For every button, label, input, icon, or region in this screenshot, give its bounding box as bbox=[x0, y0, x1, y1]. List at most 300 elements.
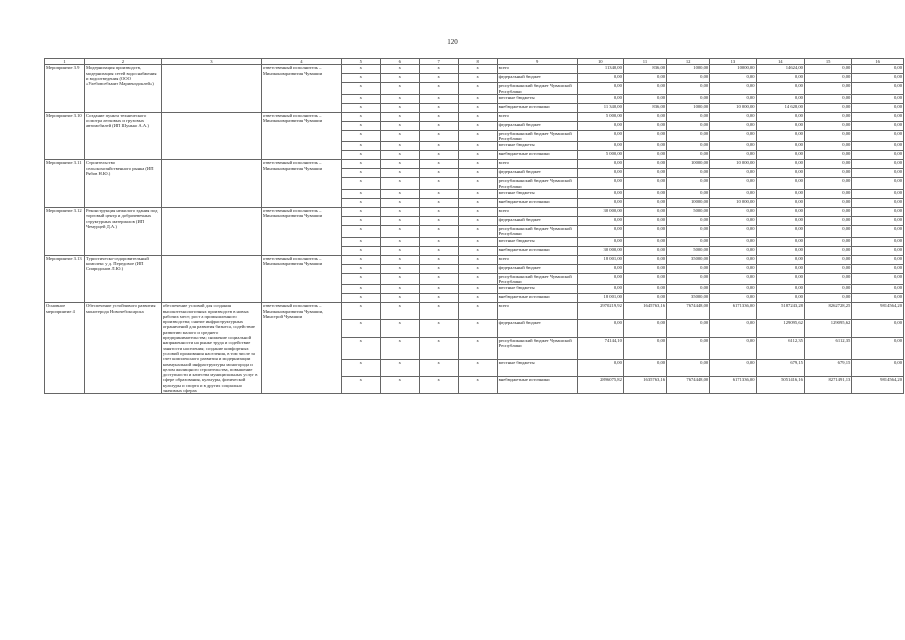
table-cell: 0,00 bbox=[667, 264, 710, 273]
table-cell: 6112,35 bbox=[804, 337, 851, 359]
event-name: Модернизация производств, модернизация сетей водоснабжения и водоотведения (ООО «Улебовсебьмит Мариенэдоклей») bbox=[85, 65, 162, 113]
table-cell: 0,00 bbox=[623, 255, 666, 264]
event-name: Обеспечение устойчивого развития монотерода Новочебоксарска bbox=[85, 303, 162, 394]
table-cell: 0,00 bbox=[623, 112, 666, 121]
table-cell: x bbox=[419, 264, 458, 273]
table-cell: 0,00 bbox=[804, 130, 851, 142]
table-cell: x bbox=[419, 199, 458, 208]
column-header: 4 bbox=[261, 59, 341, 65]
table-cell: 0,00 bbox=[852, 255, 904, 264]
table-cell: x bbox=[419, 255, 458, 264]
table-cell: 9814564,20 bbox=[852, 303, 904, 320]
table-cell: 0,00 bbox=[852, 337, 904, 359]
table-cell: 0,00 bbox=[852, 273, 904, 285]
table-cell: 30 000,00 bbox=[577, 246, 623, 255]
table-cell: x bbox=[341, 199, 380, 208]
table-cell: 129095,62 bbox=[756, 320, 804, 337]
table-cell: x bbox=[341, 208, 380, 217]
table-cell: x bbox=[458, 285, 497, 294]
table-cell: x bbox=[380, 142, 419, 151]
table-cell: x bbox=[380, 273, 419, 285]
table-cell: 6112,35 bbox=[756, 337, 804, 359]
event-code: Мероприятие 3.12 bbox=[45, 208, 85, 256]
table-cell: x bbox=[341, 237, 380, 246]
table-cell: x bbox=[380, 169, 419, 178]
table-cell: 0,00 bbox=[710, 83, 756, 95]
funding-source: федеральный бюджет bbox=[497, 320, 577, 337]
table-cell: x bbox=[458, 142, 497, 151]
table-cell: x bbox=[380, 160, 419, 169]
table-cell: x bbox=[458, 226, 497, 238]
table-cell: x bbox=[341, 190, 380, 199]
table-cell: 11 340,00 bbox=[577, 103, 623, 112]
table-cell: 5 000,00 bbox=[577, 112, 623, 121]
table-cell: 0,00 bbox=[804, 112, 851, 121]
funding-source: внебюджетные источники bbox=[497, 151, 577, 160]
funding-source: местные бюджеты bbox=[497, 190, 577, 199]
table-cell: x bbox=[419, 208, 458, 217]
table-cell: x bbox=[341, 226, 380, 238]
table-cell: x bbox=[419, 112, 458, 121]
table-cell: 0,00 bbox=[577, 237, 623, 246]
event-goal bbox=[161, 112, 261, 160]
table-cell: 0,00 bbox=[756, 237, 804, 246]
table-cell: 0,00 bbox=[804, 160, 851, 169]
table-cell: 0,00 bbox=[710, 237, 756, 246]
event-code: Мероприятие 3.9 bbox=[45, 65, 85, 113]
table-cell: 0,00 bbox=[852, 65, 904, 74]
funding-source: всего bbox=[497, 208, 577, 217]
table-cell: x bbox=[458, 169, 497, 178]
table-cell: x bbox=[419, 273, 458, 285]
table-cell: 0,00 bbox=[667, 142, 710, 151]
table-cell: x bbox=[419, 74, 458, 83]
column-header: 15 bbox=[804, 59, 851, 65]
table-cell: 679,15 bbox=[756, 359, 804, 376]
table-cell: x bbox=[458, 83, 497, 95]
event-goal bbox=[161, 65, 261, 113]
table-cell: 0,00 bbox=[804, 208, 851, 217]
table-cell: x bbox=[380, 303, 419, 320]
table-cell: 0,00 bbox=[623, 237, 666, 246]
table-cell: 10 000,00 bbox=[710, 199, 756, 208]
table-cell: 0,00 bbox=[804, 65, 851, 74]
table-cell: x bbox=[341, 320, 380, 337]
table-cell: x bbox=[341, 94, 380, 103]
table-cell: x bbox=[380, 151, 419, 160]
table-cell: 0,00 bbox=[852, 285, 904, 294]
table-cell: 679,15 bbox=[804, 359, 851, 376]
table-cell: x bbox=[380, 103, 419, 112]
funding-source: всего bbox=[497, 160, 577, 169]
table-cell: 0,00 bbox=[804, 190, 851, 199]
table-cell: x bbox=[341, 103, 380, 112]
table-cell: x bbox=[419, 130, 458, 142]
table-cell: x bbox=[419, 121, 458, 130]
table-cell: 0,00 bbox=[710, 142, 756, 151]
table-cell: x bbox=[341, 217, 380, 226]
table-cell: x bbox=[419, 226, 458, 238]
event-name: Строительство сельскохозяйственного рынка (ИП Рябов Н.Ю.) bbox=[85, 160, 162, 208]
table-cell: x bbox=[419, 237, 458, 246]
table-cell: x bbox=[458, 151, 497, 160]
column-header: 13 bbox=[710, 59, 756, 65]
table-cell: x bbox=[458, 217, 497, 226]
table-cell: 0,00 bbox=[756, 142, 804, 151]
table-cell: 0,00 bbox=[756, 83, 804, 95]
table-cell: x bbox=[341, 160, 380, 169]
table-cell: x bbox=[380, 226, 419, 238]
table-cell: 0,00 bbox=[756, 208, 804, 217]
table-cell: x bbox=[380, 264, 419, 273]
table-cell: 5187243,28 bbox=[756, 303, 804, 320]
table-cell: 0,00 bbox=[756, 130, 804, 142]
table-cell: 0,00 bbox=[756, 112, 804, 121]
table-cell: x bbox=[380, 130, 419, 142]
table-cell: x bbox=[341, 130, 380, 142]
table-cell: 0,00 bbox=[667, 130, 710, 142]
table-cell: x bbox=[380, 74, 419, 83]
table-cell: 0,00 bbox=[852, 237, 904, 246]
table-cell: 5 000,00 bbox=[577, 151, 623, 160]
funding-source: республиканский бюджет Чувашской Республики bbox=[497, 130, 577, 142]
table-cell: x bbox=[380, 320, 419, 337]
page-number: 120 bbox=[447, 38, 458, 46]
table-cell: x bbox=[458, 103, 497, 112]
funding-source: внебюджетные источники bbox=[497, 199, 577, 208]
table-cell: x bbox=[458, 303, 497, 320]
table-cell: 0,00 bbox=[756, 294, 804, 303]
table-cell: x bbox=[380, 199, 419, 208]
table-cell: 74144,10 bbox=[577, 337, 623, 359]
table-cell: x bbox=[380, 294, 419, 303]
table-cell: 0,00 bbox=[852, 208, 904, 217]
table-cell: x bbox=[419, 359, 458, 376]
table-cell: 0,00 bbox=[804, 273, 851, 285]
table-cell: 0,00 bbox=[852, 94, 904, 103]
table-cell: 0,00 bbox=[623, 208, 666, 217]
table-cell: 0,00 bbox=[667, 226, 710, 238]
table-cell: x bbox=[458, 130, 497, 142]
table-cell: 0,00 bbox=[577, 217, 623, 226]
table-cell: 0,00 bbox=[710, 121, 756, 130]
table-cell: 0,00 bbox=[577, 199, 623, 208]
table-cell: 0,00 bbox=[710, 151, 756, 160]
table-cell: 0,00 bbox=[623, 246, 666, 255]
table-cell: 11340,00 bbox=[577, 65, 623, 74]
table-cell: x bbox=[341, 121, 380, 130]
table-cell: 0,00 bbox=[623, 294, 666, 303]
table-cell: 0,00 bbox=[577, 74, 623, 83]
table-cell: 0,00 bbox=[577, 94, 623, 103]
table-cell: 0,00 bbox=[804, 121, 851, 130]
table-cell: 0,00 bbox=[623, 273, 666, 285]
table-cell: 1000,00 bbox=[667, 65, 710, 74]
event-executor: ответственный исполнитель – Минэкономразвития Чувашии bbox=[261, 160, 341, 208]
table-cell: 0,00 bbox=[623, 121, 666, 130]
table-cell: 0,00 bbox=[710, 226, 756, 238]
table-cell: 0,00 bbox=[577, 178, 623, 190]
column-header: 2 bbox=[85, 59, 162, 65]
table-cell: 0,00 bbox=[804, 237, 851, 246]
table-cell: x bbox=[419, 320, 458, 337]
table-cell: 10 000,00 bbox=[710, 160, 756, 169]
table-cell: 0,00 bbox=[756, 226, 804, 238]
table-cell: x bbox=[419, 285, 458, 294]
table-cell: 0,00 bbox=[756, 273, 804, 285]
event-code: Основное мероприятие 4 bbox=[45, 303, 85, 394]
table-cell: x bbox=[380, 208, 419, 217]
table-cell: x bbox=[341, 294, 380, 303]
event-name: Реконструкция нежилого здания под торговый центр и добрачевечных структурных материалов (ИП Чемурцей Д.А.) bbox=[85, 208, 162, 256]
table-cell: 0,00 bbox=[577, 142, 623, 151]
table-cell: 0,00 bbox=[852, 178, 904, 190]
table-cell: x bbox=[419, 65, 458, 74]
table-cell: 0,00 bbox=[667, 273, 710, 285]
table-cell: x bbox=[419, 142, 458, 151]
table-cell: x bbox=[458, 255, 497, 264]
table-cell: x bbox=[341, 151, 380, 160]
table-cell: 0,00 bbox=[804, 169, 851, 178]
table-cell: 5000,00 bbox=[667, 246, 710, 255]
table-cell: 0,00 bbox=[623, 337, 666, 359]
funding-source: федеральный бюджет bbox=[497, 121, 577, 130]
table-cell: 0,00 bbox=[623, 320, 666, 337]
table-cell: 0,00 bbox=[852, 320, 904, 337]
table-cell: 0,00 bbox=[804, 103, 851, 112]
table-cell: 1000,00 bbox=[667, 103, 710, 112]
table-cell: 0,00 bbox=[623, 142, 666, 151]
table-cell: 0,00 bbox=[710, 190, 756, 199]
table-cell: 0,00 bbox=[667, 190, 710, 199]
event-goal bbox=[161, 208, 261, 256]
table-cell: x bbox=[380, 83, 419, 95]
table-cell: x bbox=[380, 178, 419, 190]
table-cell: 0,00 bbox=[756, 255, 804, 264]
table-cell: x bbox=[380, 255, 419, 264]
column-header: 16 bbox=[852, 59, 904, 65]
event-name: Туристическо-оздоровительный комплекс у д. Передовое (ИП Спиридонов Л.Ю.) bbox=[85, 255, 162, 303]
table-cell: x bbox=[380, 285, 419, 294]
table-cell: 0,00 bbox=[852, 199, 904, 208]
table-cell: 0,00 bbox=[577, 130, 623, 142]
table-cell: 35000,00 bbox=[667, 255, 710, 264]
table-cell: x bbox=[458, 199, 497, 208]
table-cell: 0,00 bbox=[756, 94, 804, 103]
table-cell: 0,00 bbox=[667, 337, 710, 359]
table-cell: x bbox=[341, 246, 380, 255]
table-cell: 0,00 bbox=[667, 237, 710, 246]
table-cell: x bbox=[341, 169, 380, 178]
table-cell: x bbox=[341, 65, 380, 74]
table-cell: x bbox=[380, 217, 419, 226]
table-cell: 2970219,92 bbox=[577, 303, 623, 320]
table-cell: 0,00 bbox=[852, 169, 904, 178]
table-cell: 0,00 bbox=[577, 160, 623, 169]
table-cell: 0,00 bbox=[667, 217, 710, 226]
table-cell: x bbox=[458, 359, 497, 376]
funding-source: внебюджетные источники bbox=[497, 377, 577, 394]
column-header: 14 bbox=[756, 59, 804, 65]
table-cell: x bbox=[380, 359, 419, 376]
funding-source: федеральный бюджет bbox=[497, 74, 577, 83]
table-cell: 0,00 bbox=[667, 112, 710, 121]
table-cell: 0,00 bbox=[852, 294, 904, 303]
table-cell: 6171336,00 bbox=[710, 303, 756, 320]
table-cell: 6171336,00 bbox=[710, 377, 756, 394]
table-cell: 0,00 bbox=[710, 94, 756, 103]
column-header: 1 bbox=[45, 59, 85, 65]
column-header: 11 bbox=[623, 59, 666, 65]
table-cell: 0,00 bbox=[852, 359, 904, 376]
table-cell: 0,00 bbox=[577, 121, 623, 130]
table-cell: 0,00 bbox=[756, 121, 804, 130]
table-cell: 0,00 bbox=[804, 178, 851, 190]
table-cell: x bbox=[458, 264, 497, 273]
event-goal bbox=[161, 160, 261, 208]
table-cell: x bbox=[419, 377, 458, 394]
table-cell: 0,00 bbox=[667, 94, 710, 103]
column-header: 7 bbox=[419, 59, 458, 65]
budget-table bbox=[44, 58, 904, 394]
table-cell: x bbox=[341, 264, 380, 273]
table-cell: 0,00 bbox=[710, 169, 756, 178]
table-cell: x bbox=[380, 377, 419, 394]
table-cell: 1635763,16 bbox=[623, 377, 666, 394]
table-cell: 0,00 bbox=[667, 320, 710, 337]
funding-source: всего bbox=[497, 112, 577, 121]
table-cell: x bbox=[341, 359, 380, 376]
table-cell: 7674448,00 bbox=[667, 377, 710, 394]
table-cell: 0,00 bbox=[804, 255, 851, 264]
table-cell: x bbox=[458, 320, 497, 337]
table-cell: 18 001,00 bbox=[577, 255, 623, 264]
table-cell: 0,00 bbox=[804, 294, 851, 303]
funding-source: местные бюджеты bbox=[497, 359, 577, 376]
table-cell: 1645763,16 bbox=[623, 303, 666, 320]
table-cell: 0,00 bbox=[852, 83, 904, 95]
table-cell: x bbox=[341, 377, 380, 394]
table-cell: 0,00 bbox=[756, 264, 804, 273]
table-cell: 0,00 bbox=[804, 151, 851, 160]
table-cell: 18 001,00 bbox=[577, 294, 623, 303]
table-cell: x bbox=[419, 178, 458, 190]
event-name: Создание пункта технического осмотра легковых и грузовых автомобилей (ИП Шунько А.А.) bbox=[85, 112, 162, 160]
table-cell: 0,00 bbox=[710, 208, 756, 217]
table-cell: 0,00 bbox=[667, 74, 710, 83]
table-cell: 14624,00 bbox=[756, 65, 804, 74]
table-cell: x bbox=[419, 160, 458, 169]
table-cell: 0,00 bbox=[756, 160, 804, 169]
column-header: 12 bbox=[667, 59, 710, 65]
event-goal: обеспечение условий для создания высокотехнологичных производств в новых рабочих мест; рост а промышленного производства; снятие инфраструктурных ограничений для развития бизнеса, содействие развитию малого и среднего предпринимательства; снижение социальной напряженности на рынке труда и содействие занятости населения; создание комфортных условий проживания населения, в том числе за счет комплексного развития и модернизации коммунальной инфраструктуры моногорода и целом жилищного строительства, повышение доступности и качества муниципальных услуг в сфере образования, культуры, физической культуры и спорта и в других социально значимых сферах bbox=[161, 303, 261, 394]
table-cell: 0,00 bbox=[667, 83, 710, 95]
table-cell: x bbox=[458, 337, 497, 359]
table-cell: 0,00 bbox=[804, 83, 851, 95]
table-cell: 0,00 bbox=[577, 320, 623, 337]
table-cell: 0,00 bbox=[623, 151, 666, 160]
table-cell: 0,00 bbox=[852, 121, 904, 130]
funding-source: внебюджетные источники bbox=[497, 294, 577, 303]
table-cell: x bbox=[341, 83, 380, 95]
table-cell: 0,00 bbox=[852, 142, 904, 151]
table-cell: 0,00 bbox=[804, 226, 851, 238]
table-cell: 0,00 bbox=[623, 94, 666, 103]
table-cell: 0,00 bbox=[623, 169, 666, 178]
table-cell: 0,00 bbox=[710, 178, 756, 190]
event-code: Мероприятие 3.10 bbox=[45, 112, 85, 160]
table-cell: 0,00 bbox=[623, 74, 666, 83]
table-row bbox=[45, 112, 904, 121]
table-cell: 0,00 bbox=[804, 264, 851, 273]
event-goal bbox=[161, 255, 261, 303]
table-cell: x bbox=[458, 190, 497, 199]
table-cell: 0,00 bbox=[804, 246, 851, 255]
table-cell: 0,00 bbox=[623, 285, 666, 294]
table-cell: x bbox=[458, 65, 497, 74]
table-cell: 0,00 bbox=[756, 190, 804, 199]
table-row bbox=[45, 208, 904, 217]
table-cell: x bbox=[458, 237, 497, 246]
table-cell: 0,00 bbox=[710, 359, 756, 376]
table-cell: 0,00 bbox=[756, 74, 804, 83]
funding-source: республиканский бюджет Чувашской Республики bbox=[497, 178, 577, 190]
table-cell: 0,00 bbox=[852, 190, 904, 199]
table-cell: x bbox=[458, 178, 497, 190]
table-cell: 0,00 bbox=[852, 103, 904, 112]
event-executor: ответственный исполнитель – Минэкономразвития Чувашии bbox=[261, 65, 341, 113]
table-cell: x bbox=[458, 94, 497, 103]
table-cell: 0,00 bbox=[623, 264, 666, 273]
table-cell: 10000,00 bbox=[667, 160, 710, 169]
table-cell: 0,00 bbox=[852, 130, 904, 142]
funding-source: внебюджетные источники bbox=[497, 103, 577, 112]
table-cell: 0,00 bbox=[623, 130, 666, 142]
table-cell: x bbox=[341, 142, 380, 151]
table-cell: x bbox=[341, 178, 380, 190]
table-cell: 0,00 bbox=[623, 160, 666, 169]
table-cell: x bbox=[458, 208, 497, 217]
funding-source: местные бюджеты bbox=[497, 142, 577, 151]
table-cell: 0,00 bbox=[756, 178, 804, 190]
funding-source: внебюджетные источники bbox=[497, 246, 577, 255]
table-cell: 0,00 bbox=[710, 294, 756, 303]
table-cell: 10000,00 bbox=[710, 65, 756, 74]
table-cell: x bbox=[458, 246, 497, 255]
table-cell: 0,00 bbox=[667, 359, 710, 376]
table-cell: 0,00 bbox=[667, 121, 710, 130]
table-cell: 0,00 bbox=[710, 246, 756, 255]
event-code: Мероприятие 3.11 bbox=[45, 160, 85, 208]
funding-source: республиканский бюджет Чувашской Республики bbox=[497, 337, 577, 359]
funding-source: местные бюджеты bbox=[497, 94, 577, 103]
table-cell: 5051416,16 bbox=[756, 377, 804, 394]
table-cell: 0,00 bbox=[756, 169, 804, 178]
funding-source: федеральный бюджет bbox=[497, 264, 577, 273]
table-cell: x bbox=[380, 190, 419, 199]
table-cell: x bbox=[341, 337, 380, 359]
table-cell: x bbox=[380, 246, 419, 255]
table-cell: 836,00 bbox=[623, 103, 666, 112]
table-cell: x bbox=[341, 273, 380, 285]
table-cell: 0,00 bbox=[804, 217, 851, 226]
table-cell: 10000,00 bbox=[667, 199, 710, 208]
table-cell: 836,00 bbox=[623, 65, 666, 74]
table-cell: x bbox=[419, 337, 458, 359]
table-cell: x bbox=[419, 103, 458, 112]
event-executor: ответственный исполнитель – Минэкономразвития Чувашии, Минстрой Чувашии bbox=[261, 303, 341, 394]
table-cell: 0,00 bbox=[852, 264, 904, 273]
